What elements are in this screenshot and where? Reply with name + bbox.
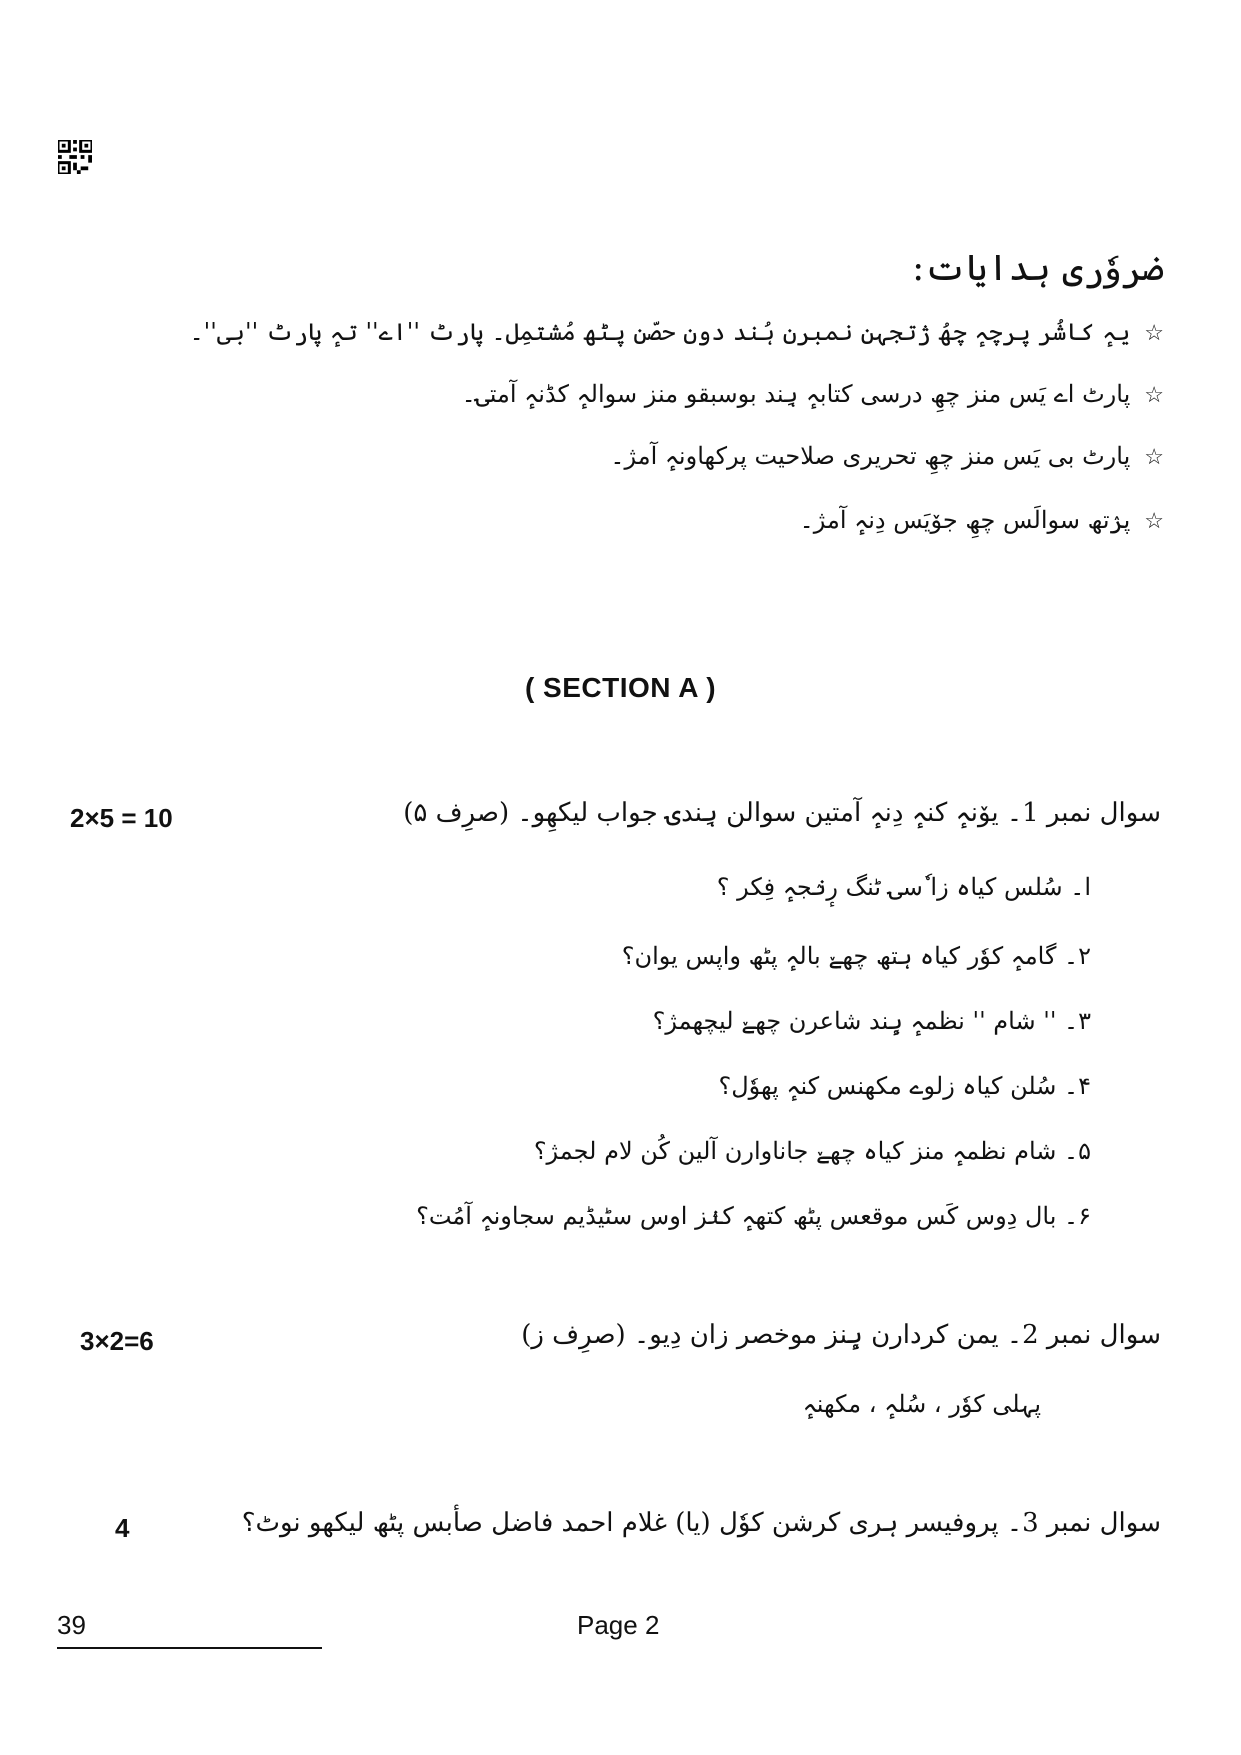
q2-marks: 3×2=6 xyxy=(80,1326,154,1356)
instructions-heading: ضروٗری ہدایات: xyxy=(912,248,1164,289)
qr-code-icon xyxy=(58,140,92,174)
section-title: ( SECTION A ) xyxy=(524,672,717,703)
instruction-text: یہٕ کاشُر پرچہٕ چھُ ژتجہن نمبرن ہُند دون حصّن پٹھ مُشتمِل۔ پارٹ ''اے'' تہٕ پارٹ ''بی''۔ xyxy=(189,318,1131,346)
q1-prompt: سوال نمبر 1۔ یوٚنہٕ کنہٕ دِنہٕ آمتین سوالن ہِندۍ جواب لیکھِو۔ (صرِف ۵) xyxy=(403,798,1161,828)
q1-item: ۴۔ سُلن کیاہ زلوے مکھنس کنہٕ پھوٗل؟ xyxy=(718,1072,1091,1100)
instruction-item xyxy=(610,442,1164,470)
star-icon: ☆ xyxy=(1144,321,1164,346)
q1-item: ۶۔ بال دِوس کَس موقعس پٹھ کتھہٕ کنٛز اوس سٹیڈیم سجاونہٕ آمُت؟ xyxy=(416,1202,1091,1230)
q1-item: ۲۔ گامہٕ کوٗر کیاہ ہتھ چھےٚ بالہٕ پٹھ واپس یوان؟ xyxy=(621,942,1091,970)
instruction-text: پرٛتھ سوالَس چھِ جوٚیَس دِنہٕ آمژ۔ xyxy=(799,506,1131,534)
q3-marks: 4 xyxy=(115,1513,130,1543)
q2-character-names: پہلی کوٗر ، سُلہٕ ، مکھنہٕ xyxy=(802,1390,1041,1418)
q1-item: ۳۔ '' شام '' نظمہٕ ہٕند شاعرن چھےٚ لیچھمژ؟ xyxy=(652,1007,1091,1035)
page-number: Page 2 xyxy=(577,1610,660,1640)
star-icon: ☆ xyxy=(1144,509,1164,534)
star-icon: ☆ xyxy=(1144,383,1164,408)
q1-marks: 2×5 = 10 xyxy=(70,803,173,833)
q3-prompt: سوال نمبر 3۔ پروفیسر ہری کرشن کوٗل (یا) غلام احمد فاضل صأبس پٹھ لیکھو نوٹ؟ xyxy=(241,1508,1161,1538)
q1-item: ۵۔ شام نظمہٕ منز کیاہ چھےٚ جاناوارن آلین کُن لام لجمژ؟ xyxy=(533,1137,1091,1165)
instruction-text: پارٹ بی یَس منز چھِ تحریری صلاحیت پرکھاونہٕ آمژ۔ xyxy=(610,442,1131,470)
instruction-text: پارٹ اے یَس منز چھِ درسی کتابہٕ ہِند بوسبقو منز سوالہٕ کڈنہٕ آمتۍ۔ xyxy=(461,380,1131,408)
footer-number: 39 xyxy=(57,1610,86,1640)
star-icon: ☆ xyxy=(1144,445,1164,470)
q2-prompt: سوال نمبر 2۔ یمن کردارن ہٕنز موخصر زان دِیو۔ (صرِف ز) xyxy=(521,1320,1161,1350)
instruction-item xyxy=(462,380,1164,408)
footer-underline xyxy=(57,1647,322,1649)
instruction-item xyxy=(190,318,1164,346)
instruction-item xyxy=(800,506,1164,534)
q1-item: ا۔ سُلس کیاہ زا ٗسۍ ٹنگ رٕنٛجہٕ فِکر ؟ xyxy=(716,873,1091,901)
